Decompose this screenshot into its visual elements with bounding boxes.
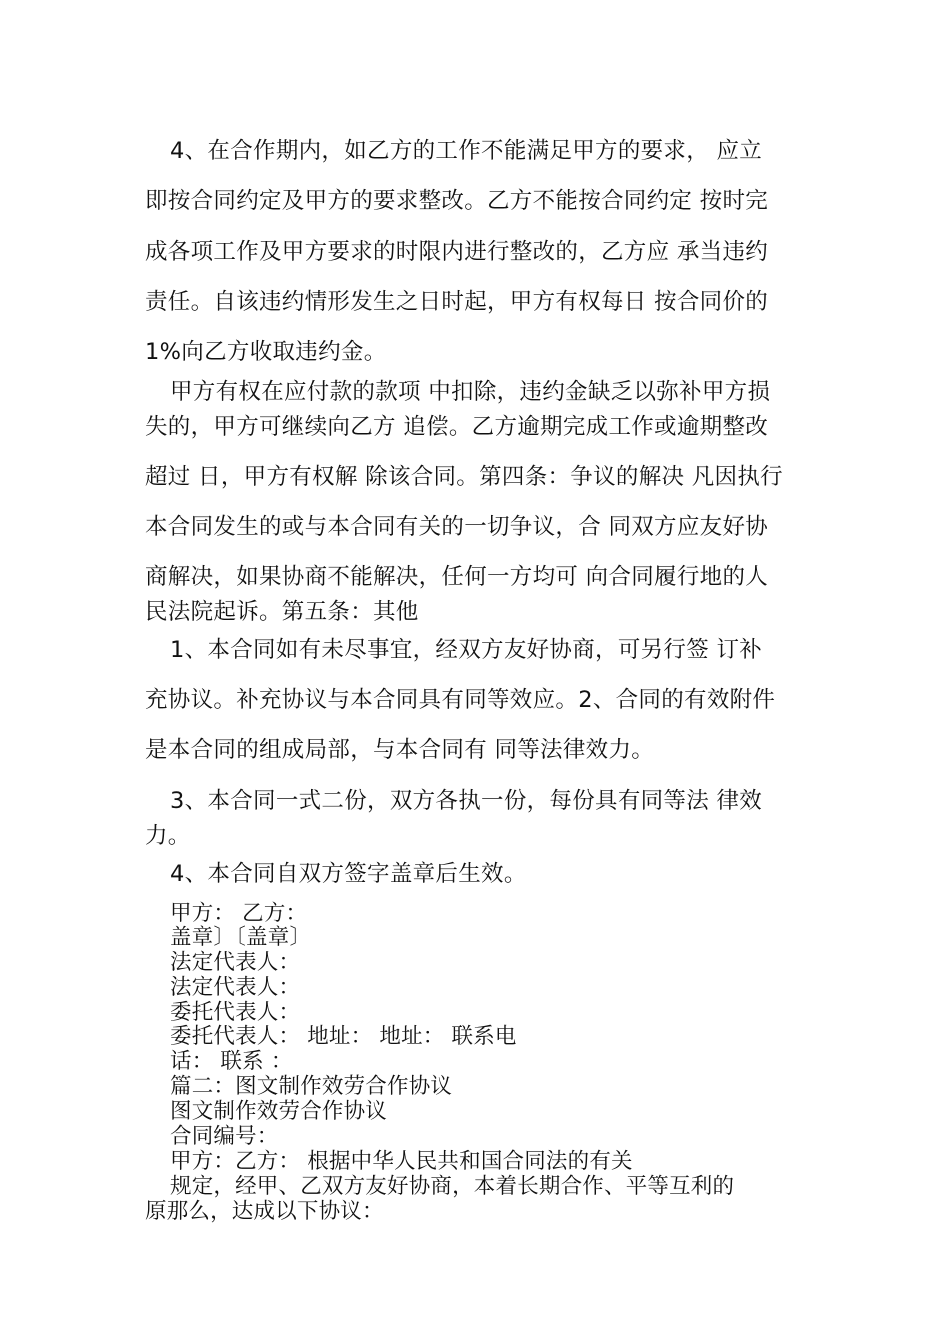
paragraph-line: 本合同发生的或与本合同有关的一切争议，合 同双方应友好协 bbox=[145, 514, 769, 540]
paragraph-line: 商解决，如果协商不能解决，任何一方均可 向合同履行地的人 bbox=[145, 564, 769, 590]
paragraph-line: 4、本合同自双方签字盖章后生效。 bbox=[170, 861, 527, 887]
paragraph-line: 是本合同的组成局部，与本合同有 同等法律效力。 bbox=[145, 737, 655, 763]
signature-line: 法定代表人： bbox=[170, 975, 301, 1000]
signature-line: 甲方： 乙方： bbox=[170, 901, 308, 926]
contract-number-label: 合同编号： bbox=[170, 1124, 279, 1149]
paragraph-line: 原那么，达成以下协议： bbox=[145, 1199, 384, 1224]
paragraph-line: 1%向乙方收取违约金。 bbox=[145, 339, 387, 365]
paragraph-line: 充协议。补充协议与本合同具有同等效应。2、合同的有效附件 bbox=[145, 687, 776, 713]
paragraph-line: 甲方：乙方： 根据中华人民共和国合同法的有关 bbox=[170, 1149, 633, 1174]
paragraph-line: 3、本合同一式二份，双方各执一份，每份具有同等法 律效 bbox=[170, 788, 763, 814]
signature-line: 法定代表人： bbox=[170, 950, 301, 975]
signature-line: 盖章〕〔盖章〕 bbox=[170, 925, 312, 950]
paragraph-line: 即按合同约定及甲方的要求整改。乙方不能按合同约定 按时完 bbox=[145, 188, 769, 214]
paragraph-line: 规定，经甲、乙双方友好协商，本着长期合作、平等互利的 bbox=[170, 1174, 735, 1199]
signature-line: 委托代表人： 地址： 地址： 联系电 bbox=[170, 1024, 517, 1049]
paragraph-line: 1、本合同如有未尽事宜，经双方友好协商，可另行签 订补 bbox=[170, 637, 763, 663]
paragraph-line: 民法院起诉。第五条：其他 bbox=[145, 599, 419, 625]
paragraph-line: 成各项工作及甲方要求的时限内进行整改的，乙方应 承当违约 bbox=[145, 239, 769, 265]
paragraph-line: 责任。自该违约情形发生之日时起，甲方有权每日 按合同价的 bbox=[145, 289, 769, 315]
paragraph-line: 4、在合作期内，如乙方的工作不能满足甲方的要求， 应立 bbox=[170, 138, 763, 164]
signature-line: 委托代表人： bbox=[170, 1000, 301, 1025]
paragraph-line: 力。 bbox=[145, 823, 191, 849]
section-title: 篇二：图文制作效劳合作协议 bbox=[170, 1074, 453, 1099]
paragraph-line: 甲方有权在应付款的款项 中扣除，违约金缺乏以弥补甲方损 bbox=[170, 379, 771, 405]
paragraph-line: 失的，甲方可继续向乙方 追偿。乙方逾期完成工作或逾期整改 bbox=[145, 414, 769, 440]
paragraph-line: 超过 日，甲方有权解 除该合同。第四条：争议的解决 凡因执行 bbox=[145, 464, 783, 490]
document-title: 图文制作效劳合作协议 bbox=[170, 1099, 388, 1124]
signature-line: 话： 联系 ： bbox=[170, 1049, 293, 1074]
